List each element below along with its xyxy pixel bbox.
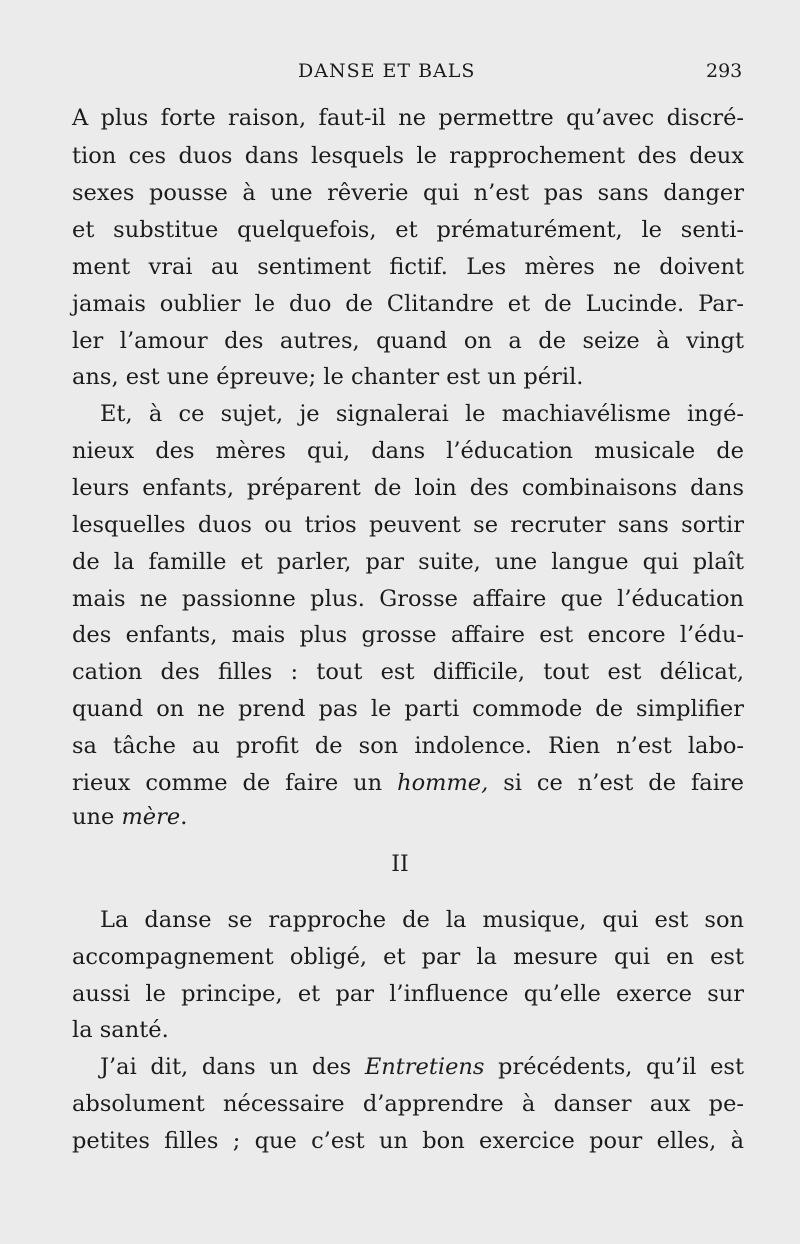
text-line: tion ces duos dans lesquels le rapprochement des deux <box>72 143 744 169</box>
text-line: lesquelles duos ou trios peuvent se recruter sans sortir <box>72 512 744 538</box>
text-line: mais ne passionne plus. Grosse affaire que l’éducation <box>72 586 744 612</box>
text-line: la santé. <box>72 1017 169 1043</box>
text-line: sa tâche au profit de son indolence. Rien n’est labo- <box>72 733 744 759</box>
text-line: et substitue quelquefois, et prématurément, le senti- <box>72 217 744 243</box>
text-line: cation des filles : tout est difficile, tout est délicat, <box>72 659 744 685</box>
text-line: ler l’amour des autres, quand on a de seize à vingt <box>72 328 744 354</box>
running-title: DANSE ET BALS <box>298 60 476 82</box>
text-line: nieux des mères qui, dans l’éducation musicale de <box>72 438 744 464</box>
text-line: ment vrai au sentiment fictif. Les mères ne doivent <box>72 254 744 280</box>
text-line: jamais oublier le duo de Clitandre et de Lucinde. Par- <box>72 291 744 317</box>
italic-word: Entretiens <box>364 1054 485 1080</box>
text-run: . <box>180 804 188 830</box>
text-run: précédents, qu’il est <box>484 1054 744 1080</box>
text-line <box>72 766 744 800</box>
text-run: J’ai dit, dans un des <box>100 1054 365 1080</box>
text-line: quand on ne prend pas le parti commode de simplifier <box>72 696 744 722</box>
text-line <box>72 800 744 834</box>
section-heading: II <box>391 852 409 877</box>
text-line: sexes pousse à une rêverie qui n’est pas sans danger <box>72 180 744 206</box>
text-line: accompagnement obligé, et par la mesure qui en est <box>72 944 744 970</box>
text-line: leurs enfants, préparent de loin des combinaisons dans <box>72 475 744 501</box>
text-line: aussi le principe, et par l’influence qu’elle exerce sur <box>72 981 744 1007</box>
text-line <box>72 1050 744 1084</box>
text-line: La danse se rapproche de la musique, qui est son <box>100 907 744 933</box>
text-line: petites filles ; que c’est un bon exercice pour elles, à <box>72 1128 744 1154</box>
text-line: Et, à ce sujet, je signalerai le machiavélisme ingé- <box>100 401 744 427</box>
text-run: si ce n’est de faire <box>488 770 744 796</box>
text-run: rieux comme de faire un <box>72 770 398 796</box>
page-number: 293 <box>706 60 743 82</box>
italic-word: mère <box>121 804 181 830</box>
italic-word: homme, <box>397 770 489 796</box>
text-line: de la famille et parler, par suite, une langue qui plaît <box>72 549 744 575</box>
text-run: une <box>72 804 122 830</box>
text-line: A plus forte raison, faut-il ne permettre qu’avec discré- <box>72 105 744 131</box>
text-line: absolument nécessaire d’apprendre à danser aux pe- <box>72 1091 744 1117</box>
text-line: des enfants, mais plus grosse affaire est encore l’édu- <box>72 622 744 648</box>
text-line: ans, est une épreuve; le chanter est un péril. <box>72 364 584 390</box>
